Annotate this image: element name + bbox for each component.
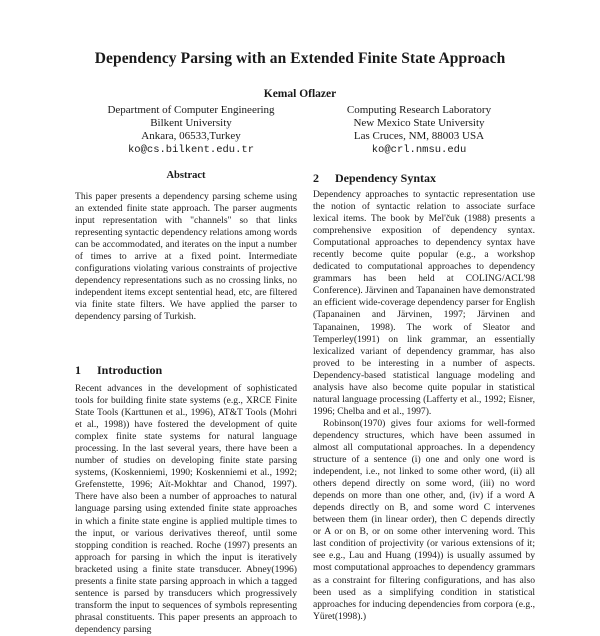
paragraph: Recent advances in the development of sophisticated tools for building finite state systems (e.g., XRCE Finite State Tools (Karttunen et al., 1996), AT&T Tools (Mohri et al., 1998)) have fostered the development of quite complex finite state systems for natural language processing. In the last several years, there have been a number of studies on developing finite state parsing systems, (Koskenniemi, 1990; Koskenniemi et al., 1992; Grefenstette, 1996; Aït-Mokhtar and Chanod, 1997). There have also been a number of approaches to natural language parsing using extended finite state approaches in which a finite state engine is applied multiple times to the input, or various derivatives thereof, until some stopping condition is reached. Roche (1997) presents an approach for parsing in which the input is iteratively bracketed using a finite state transducer. Abney(1996) presents a finite state parsing approach in which a tagged sentence is parsed by transducers which progressively transform the input to sequences of symbols representing phrasal constituents. This paper presents an approach to dependency parsing [75,383,297,635]
abstract-text: This paper presents a dependency parsing scheme using an extended finite state approach. The parser augments input representation with "channels" so that links representing syntactic dependency relations among words can be accommodated, and iterates on the input a number of times to arrive at a fixed point. Intermediate configurations violating various constraints of projective dependency representations such as no crossing links, no independent items except sentential head, etc, are filtered via finite state filters. We have applied the parser to dependency parsing of Turkish. [75,191,297,323]
introduction-body [75,383,297,636]
section-number: 2 [313,171,319,185]
section-heading-dependency-syntax [313,171,436,186]
affiliation-left [66,104,316,157]
section-number: 1 [75,363,81,377]
paragraph: Dependency approaches to syntactic representation use the notion of syntactic relation to associate surface lexical items. The book by Mel'čuk (1988) presents a comprehensive exposition of dependency syntax. Computational approaches to dependency syntax have recently become quite popular (e.g., a workshop dedicated to computational approaches to dependency grammars has been held at COLING/ACL'98 Conference). Järvinen and Tapanainen have demonstrated an efficient wide-coverage dependency parser for English (Tapanainen and Järvinen, 1997; Järvinen and Tapanainen, 1998). The work of Sleator and Temperley(1991) on link grammar, an essentially lexicalized variant of dependency grammar, has also proved to be interesting in a number of aspects. Dependency-based statistical language modeling and analysis have also become quite popular in statistical natural language processing (Lafferty et al., 1992; Eisner, 1996; Chelba and et al., 1997). [313,189,535,417]
affiliation-line: Bilkent University [150,117,232,130]
dependency-syntax-body [313,189,535,623]
affiliation-line: Las Cruces, NM, 88003 USA [353,130,485,143]
section-heading-introduction [75,363,162,378]
affiliation-line: Ankara, 06533,Turkey [141,130,241,143]
paragraph: Robinson(1970) gives four axioms for well-formed dependency structures, which have been assumed in almost all computational approaches. In a dependency structure of a sentence (i) one and only one word is independent, i.e., not linked to some other word, (ii) all others depend directly on some word, (iii) no word depends on more than one other, and, (iv) if a word A depends directly on B, and some word C intervenes between them (in linear order), then C depends directly or A or on B, or on some other intervening word. This last condition of projectivity (or various extensions of it; see e.g., Lau and Huang (1994)) is usually assumed by most computational approaches to dependency grammars as a constraint for filtering configurations, and has also been used as a simplifying condition in statistical approaches for inducing dependencies from corpora (e.g., Yüret(1998).) [313,417,535,622]
paper-title: Dependency Parsing with an Extended Finite State Approach [94,50,506,67]
affiliation-right [294,104,544,157]
author-email: ko@cs.bilkent.edu.tr [127,143,255,156]
affiliation-line: New Mexico State University [353,117,485,130]
affiliation-line: Computing Research Laboratory [346,104,492,116]
affiliation-line: Department of Computer Engineering [107,104,275,116]
section-title: Introduction [97,363,163,377]
abstract-body [75,191,297,324]
author-email: ko@crl.nmsu.edu [371,143,467,156]
author-name: Kemal Oflazer [263,88,337,100]
abstract-heading: Abstract [166,170,206,181]
section-title: Dependency Syntax [335,171,437,185]
